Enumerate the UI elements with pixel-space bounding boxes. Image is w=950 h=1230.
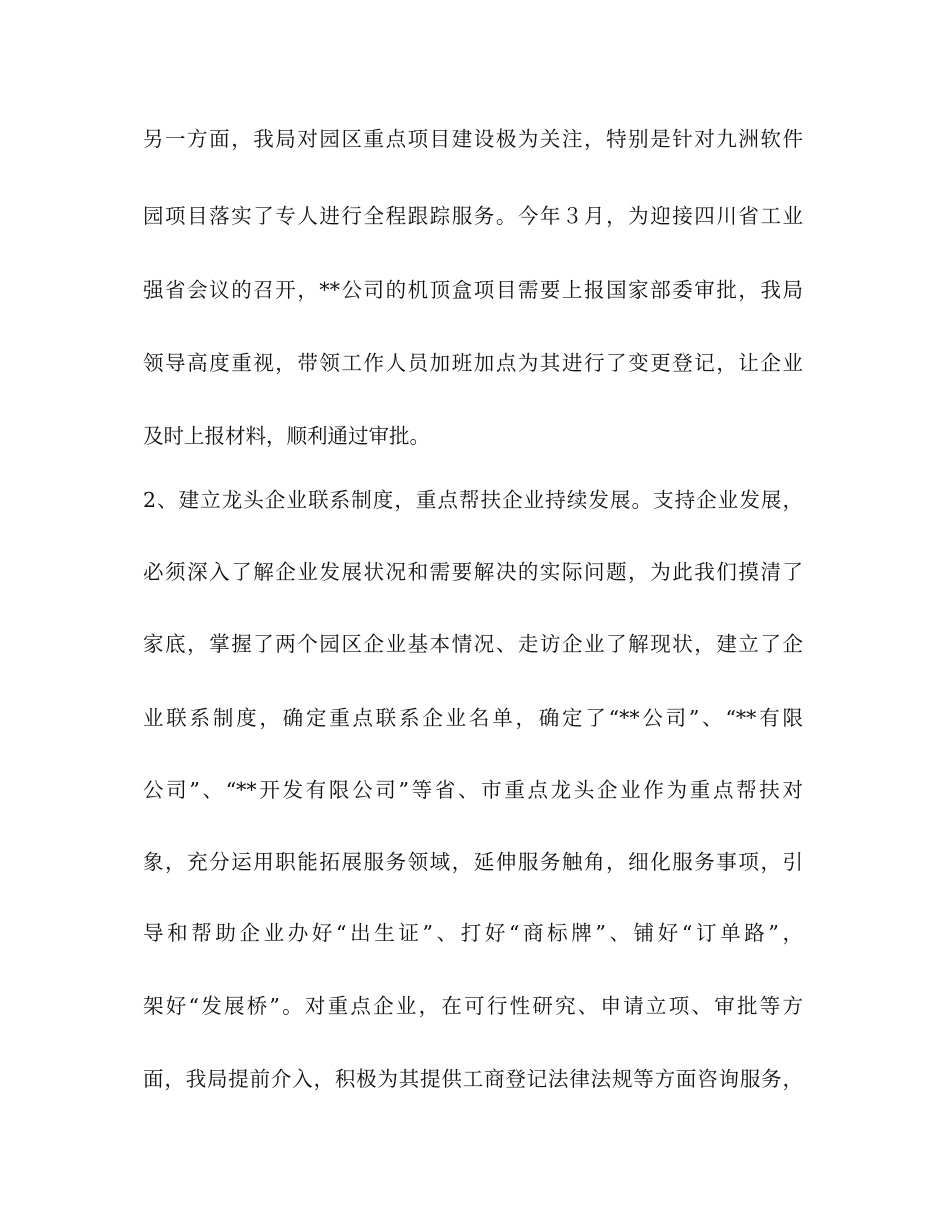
text-line-13: 架好“发展桥”。对重点企业，在可行性研究、申请立项、审批等方 xyxy=(143,994,803,1018)
text-line-12: 导和帮助企业办好“出生证”、打好“商标牌”、铺好“订单路”， xyxy=(143,921,803,945)
text-line-4: 领导高度重视，带领工作人员加班加点为其进行了变更登记，让企业 xyxy=(143,351,803,375)
text-line-10: 公司”、“**开发有限公司”等省、市重点龙头企业作为重点帮扶对 xyxy=(143,778,803,802)
text-line-14: 面，我局提前介入，积极为其提供工商登记法律法规等方面咨询服务， xyxy=(143,1067,803,1091)
text-line-11: 象，充分运用职能拓展服务领域，延伸服务触角，细化服务事项，引 xyxy=(143,850,803,874)
text-line-7: 必须深入了解企业发展状况和需要解决的实际问题，为此我们摸清了 xyxy=(143,560,803,584)
text-line-1: 另一方面，我局对园区重点项目建设极为关注，特别是针对九洲软件 xyxy=(143,127,803,151)
text-line-9: 业联系制度，确定重点联系企业名单，确定了“**公司”、“**有限 xyxy=(143,706,803,730)
text-line-5: 及时上报材料，顺利通过审批。 xyxy=(143,424,430,448)
text-line-3: 强省会议的召开，**公司的机顶盒项目需要上报国家部委审批，我局 xyxy=(143,278,803,302)
text-line-6: 2、建立龙头企业联系制度，重点帮扶企业持续发展。支持企业发展， xyxy=(143,488,803,512)
text-line-2: 园项目落实了专人进行全程跟踪服务。今年３月，为迎接四川省工业 xyxy=(143,204,803,228)
text-line-8: 家底，掌握了两个园区企业基本情况、走访企业了解现状，建立了企 xyxy=(143,632,803,656)
